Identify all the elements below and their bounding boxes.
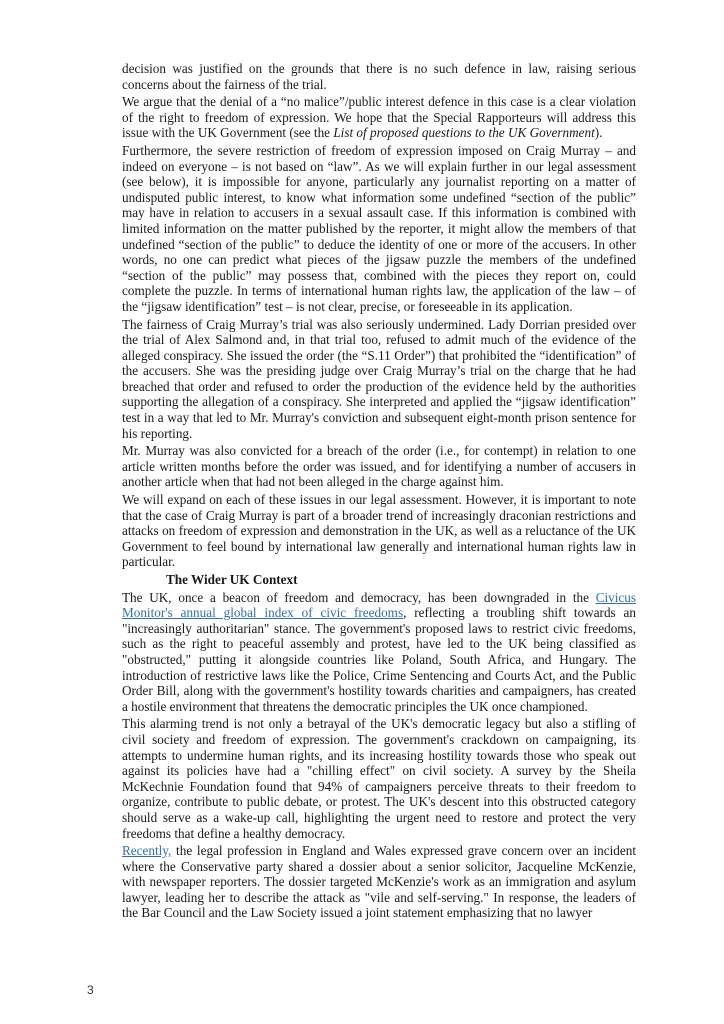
page-number: 3 — [87, 983, 94, 997]
paragraph-text: We argue that the denial of a “no malice”/public interest defence in this case is a clear violation of the right to freedom of expression. We hope that the Special Rapporteurs will address this issue with the UK Government (see the — [122, 94, 636, 141]
paragraph-text: the legal profession in England and Wales expressed grave concern over an incident where the Conservative party shared a dossier about a senior solicitor, Jacqueline McKenzie, with newspaper reporters. The dossier targeted McKenzie's work as an immigration and asylum lawyer, leading her to describe the attack as "vile and self-serving." In response, the leaders of the Bar Council and the Law Society issued a joint statement emphasizing that no lawyer — [122, 843, 636, 921]
paragraph-alarming-trend: This alarming trend is not only a betrayal of the UK's democratic legacy but also a stifling of civil society and freedom of expression. The government's crackdown on campaigning, its attempts to undermine human rights, and its increasing hostility towards those who speak out against its policies have had a "chilling effect" on civil society. A survey by the Sheila McKechnie Foundation found that 94% of campaigners perceive threats to their freedom to organize, contribute to public debate, or protest. The UK's descent into this obstructed category should serve as a wake-up call, highlighting the urgent need to restore and protect the very freedoms that define a healthy democracy. — [122, 716, 636, 841]
section-heading: The Wider UK Context — [166, 572, 298, 587]
paragraph-civicus — [122, 590, 636, 715]
recently-link[interactable]: Recently, — [122, 843, 172, 859]
paragraph-not-based-on-law: Furthermore, the severe restriction of freedom of expression imposed on Craig Murray – and indeed on everyone – is not based on “law”. As we will explain further in our legal assessment (see below), it is impossible for anyone, particularly any journalist reporting on a matter of undisputed public interest, to know what information some undefined “section of the public” may have in relation to accusers in a sexual assault case. If this information is combined with limited information on the matter published by the reporter, it might allow the members of that undefined “section of the public” to deduce the identity of one or more of the accusers. In other words, no one can predict what pieces of the jigsaw puzzle the members of the undefined “section of the public” may possess that, combined with the pieces they report on, could complete the puzzle. In terms of international human rights law, the application of the law – of the “jigsaw identification” test – is not clear, precise, or foreseeable in its application. — [122, 142, 636, 314]
paragraph-no-malice-defence — [122, 94, 636, 141]
paragraph-contempt-conviction: Mr. Murray was also convicted for a breach of the order (i.e., for contempt) in relation to one article written months before the order was issued, and for identifying a number of accusers in another article when that had not been alleged in the charge against him. — [122, 443, 636, 490]
paragraph-text: ). — [594, 125, 603, 141]
paragraph-legal-profession — [122, 843, 636, 921]
paragraph-text: The UK, once a beacon of freedom and democracy, has been downgraded in the — [122, 589, 596, 605]
paragraph-trial-fairness: decision was justified on the grounds that there is no such defence in law, raising serious concerns about the fairness of the trial. — [122, 61, 636, 92]
proposed-questions-reference: List of proposed questions to the UK Government — [333, 125, 595, 141]
paragraph-broader-trend: We will expand on each of these issues in our legal assessment. However, it is important to note that the case of Craig Murray is part of a broader trend of increasingly draconian restrictions and attacks on freedom of expression and demonstration in the UK, as well as a reluctance of the UK Government to feel bound by international law generally and international human rights law in particular. — [122, 492, 636, 570]
civicus-monitor-link[interactable]: Civicus Monitor's annual global index of civic freedoms — [122, 589, 636, 621]
paragraph-text: , reflecting a troubling shift towards an "increasingly authoritarian" stance. The government's proposed laws to restrict civic freedoms, such as the right to peaceful assembly and protest, have led to the UK being classified as "obstructed," putting it alongside countries like Poland, South Africa, and Hungary. The introduction of restrictive laws like the Police, Crime Sentencing and Courts Act, and the Public Order Bill, along with the government's hostility towards charities and campaigners, has created a hostile environment that threatens the democratic principles the UK once championed. — [122, 605, 636, 714]
document-page — [122, 61, 636, 923]
paragraph-trial-undermined: The fairness of Craig Murray’s trial was also seriously undermined. Lady Dorrian presided over the trial of Alex Salmond and, in that trial too, refused to admit much of the evidence of the alleged conspiracy. She issued the order (the “S.11 Order”) that prohibited the “identification” of the accusers. She was the presiding judge over Craig Murray’s trial on the charge that he had breached that order and refused to order the production of the evidence held by the authorities supporting the allegation of a conspiracy. She interpreted and applied the “jigsaw identification” test in a way that led to Mr. Murray's conviction and subsequent eight-month prison sentence for his reporting. — [122, 316, 636, 441]
